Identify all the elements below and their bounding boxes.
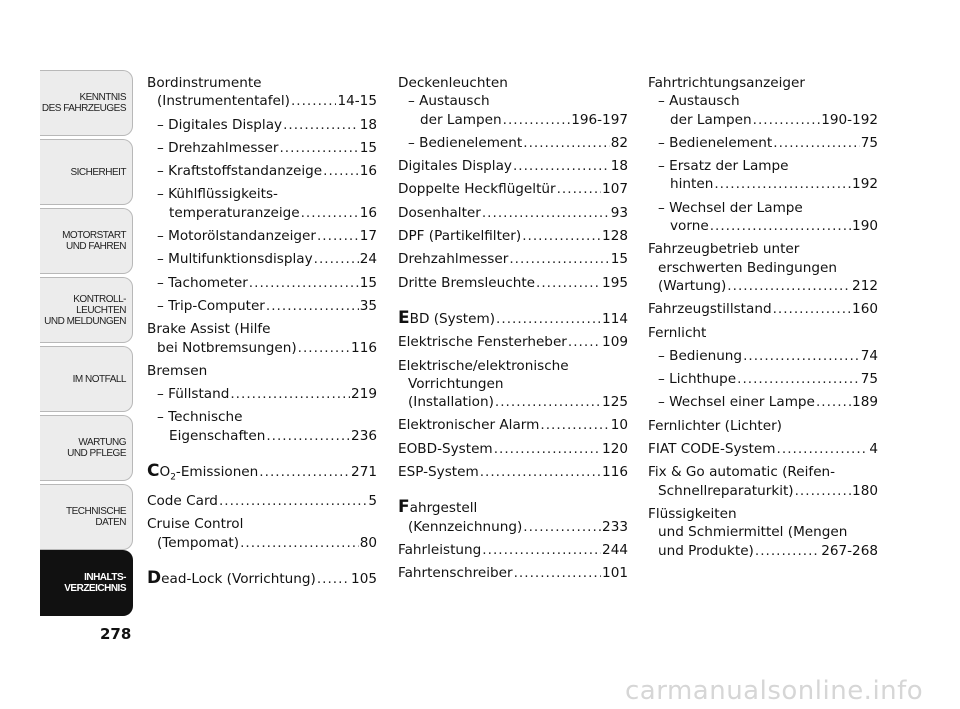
- page-ref[interactable]: 74: [860, 347, 878, 364]
- page-ref[interactable]: 116: [351, 339, 377, 356]
- tab-kenntnis[interactable]: [40, 70, 133, 136]
- entry-text: Fahrzeugstillstand: [648, 301, 772, 318]
- entry-heading: Fernlichter (Lichter): [648, 417, 782, 434]
- tab-technische-daten[interactable]: [40, 484, 133, 550]
- page-ref[interactable]: 80: [359, 534, 377, 551]
- entry-text: der Lampen: [420, 111, 502, 128]
- entry-text: – Wechsel der Lampe: [658, 199, 803, 216]
- tab-label: TECHNISCHE DATEN: [65, 506, 126, 528]
- index-column-3: [648, 74, 878, 565]
- section-letter: E: [398, 307, 410, 328]
- entry-text: – Drehzahlmesser: [157, 139, 279, 156]
- page-ref[interactable]: 125: [602, 394, 628, 411]
- tab-label: INHALTS- VERZEICHNIS: [64, 572, 126, 594]
- entry-text: ead-Lock (Vorrichtung): [161, 570, 316, 587]
- entry-text: – Austausch: [658, 93, 740, 110]
- entry-text: Vorrichtungen: [408, 375, 504, 392]
- entry-text: [147, 462, 258, 487]
- page-ref[interactable]: 116: [602, 464, 628, 481]
- entry-text: – Trip-Computer: [157, 297, 265, 314]
- entry-text: Schnellreparaturkit): [658, 482, 794, 499]
- entry-text: BD (System): [409, 310, 496, 327]
- entry-text: Doppelte Heckflügeltür: [398, 181, 556, 198]
- entry-text: -Emissionen: [175, 464, 259, 481]
- entry-heading: Cruise Control: [147, 516, 244, 533]
- page-ref[interactable]: 93: [610, 204, 628, 221]
- entry-text: – Tachometer: [157, 274, 248, 291]
- section-letter: D: [147, 567, 162, 588]
- entry-text: erschwerten Bedingungen: [658, 259, 838, 276]
- entry-text: (Installation): [408, 394, 494, 411]
- tab-label: IM NOTFALL: [72, 373, 126, 385]
- page-ref[interactable]: 236: [351, 427, 377, 444]
- index-column-1: [147, 74, 377, 593]
- entry-text: – Kraftstoffstandanzeige: [157, 163, 323, 180]
- entry-text: Dritte Bremsleuchte: [398, 274, 536, 291]
- entry-text: der Lampen: [670, 111, 752, 128]
- tab-sicherheit[interactable]: [40, 139, 133, 205]
- entry-text: bei Notbremsungen): [157, 339, 297, 356]
- page-ref[interactable]: 15: [359, 274, 377, 291]
- entry-text: – Füllstand: [157, 386, 230, 403]
- entry-text: Eigenschaften: [169, 427, 266, 444]
- page-ref[interactable]: 109: [602, 334, 628, 351]
- entry-heading: Flüssigkeiten: [648, 505, 737, 522]
- page-ref[interactable]: 18: [359, 116, 377, 133]
- page-ref[interactable]: 160: [852, 301, 878, 318]
- entry-text: (Tempomat): [157, 534, 240, 551]
- page-ref[interactable]: 15: [359, 139, 377, 156]
- page-ref[interactable]: 101: [602, 565, 628, 582]
- entry-text: – Technische: [157, 409, 243, 426]
- page-ref[interactable]: 190: [852, 218, 878, 235]
- entry-text: Elektronischer Alarm: [398, 417, 540, 434]
- entry-text: und Produkte): [658, 542, 754, 559]
- page-ref[interactable]: 219: [351, 386, 377, 403]
- entry-text: (Instrumententafel): [157, 93, 290, 110]
- entry-text: EOBD-System: [398, 440, 493, 457]
- entry-heading: Deckenleuchten: [398, 75, 508, 91]
- entry-text: DPF (Partikelfilter): [398, 228, 522, 245]
- tab-label: WARTUNG UND PFLEGE: [67, 437, 126, 459]
- page-ref[interactable]: 120: [602, 440, 628, 457]
- entry-text: (Wartung): [658, 277, 727, 294]
- page-ref[interactable]: 82: [610, 134, 628, 151]
- page-ref[interactable]: 35: [359, 297, 377, 314]
- page-ref[interactable]: 196-197: [571, 111, 628, 128]
- entry-text: – Motorölstandanzeiger: [157, 228, 316, 245]
- page-ref[interactable]: 212: [852, 277, 878, 294]
- tab-inhaltsverzeichnis[interactable]: [40, 550, 133, 616]
- page-ref[interactable]: 15: [610, 251, 628, 268]
- entry-text: temperaturanzeige: [169, 204, 300, 221]
- section-letter: C: [147, 461, 160, 482]
- entry-text: – Wechsel einer Lampe: [658, 394, 815, 411]
- entry-heading: Fahrtrichtungsanzeiger: [648, 75, 805, 91]
- subscript: 2: [170, 472, 176, 483]
- page-ref[interactable]: 195: [602, 274, 628, 291]
- page-ref[interactable]: 244: [602, 541, 628, 558]
- index-entry: [147, 74, 377, 111]
- entry-text: und Schmiermittel (Mengen: [658, 524, 848, 541]
- page-ref[interactable]: 14-15: [337, 93, 377, 110]
- page-ref[interactable]: 10: [610, 417, 628, 434]
- page-number: 278: [100, 625, 132, 643]
- entry-text: – Lichthupe: [658, 371, 737, 388]
- entry-heading: Brake Assist (Hilfe: [147, 321, 271, 338]
- entry-text: Digitales Display: [398, 158, 512, 175]
- entry-heading: Bremsen: [147, 362, 208, 379]
- page-ref[interactable]: 16: [359, 163, 377, 180]
- page-ref[interactable]: 233: [602, 518, 628, 535]
- tab-wartung[interactable]: [40, 415, 133, 481]
- page-ref[interactable]: 189: [852, 394, 878, 411]
- page-ref[interactable]: 271: [351, 464, 377, 481]
- entry-text: – Bedienelement: [408, 134, 523, 151]
- entry-text: – Multifunktionsdisplay: [157, 251, 313, 268]
- entry-text: ahrgestell: [409, 500, 478, 517]
- page-ref[interactable]: 180: [852, 482, 878, 499]
- entry-text: – Ersatz der Lampe: [658, 158, 789, 175]
- page-ref[interactable]: 16: [359, 204, 377, 221]
- page-ref[interactable]: 128: [602, 228, 628, 245]
- entry-heading: Fernlicht: [648, 324, 707, 341]
- entry-text: vorne: [670, 218, 709, 235]
- tab-label: KENNTNIS DES FAHRZEUGES: [41, 92, 126, 114]
- entry-text: Code Card: [147, 493, 218, 510]
- page-ref[interactable]: 4: [869, 441, 878, 458]
- entry-heading: Fahrzeugbetrieb unter: [648, 241, 800, 258]
- entry-text: [147, 569, 316, 588]
- section-letter: F: [398, 497, 410, 518]
- tab-motorstart[interactable]: [40, 208, 133, 274]
- page-ref[interactable]: 5: [368, 493, 377, 510]
- tab-label: MOTORSTART UND FAHREN: [62, 230, 126, 252]
- tab-im-notfall[interactable]: [40, 346, 133, 412]
- page-ref[interactable]: 24: [359, 251, 377, 268]
- entry-text: O: [159, 464, 171, 481]
- entry-text: FIAT CODE-System: [648, 441, 776, 458]
- page-ref[interactable]: 190-192: [821, 111, 878, 128]
- page-ref[interactable]: 17: [359, 228, 377, 245]
- page-ref[interactable]: 75: [860, 371, 878, 388]
- tab-kontrollleuchten[interactable]: [40, 277, 133, 343]
- tab-label: KONTROLL- LEUCHTEN UND MELDUNGEN: [44, 293, 126, 327]
- entry-text: hinten: [670, 176, 714, 193]
- entry-heading: Fix & Go automatic (Reifen-: [648, 464, 836, 481]
- page-ref[interactable]: 267-268: [821, 542, 878, 559]
- entry-text: [398, 309, 495, 328]
- entry-text: – Bedienung: [658, 347, 743, 364]
- entry-text: – Bedienelement: [658, 134, 773, 151]
- page-ref[interactable]: 18: [610, 158, 628, 175]
- entry-text: ESP-System: [398, 464, 479, 481]
- entry-text: Drehzahlmesser: [398, 251, 509, 268]
- entry-text: – Digitales Display: [157, 116, 283, 133]
- entry-text: (Kennzeichnung): [408, 518, 523, 535]
- entry-heading: Elektrische/elektronische: [398, 357, 569, 374]
- tab-label: SICHERHEIT: [70, 166, 126, 178]
- page-ref[interactable]: 114: [602, 310, 628, 327]
- entry-text: Dosenhalter: [398, 204, 481, 221]
- entry-text: Fahrleistung: [398, 541, 482, 558]
- index-column-2: [398, 74, 628, 588]
- entry-text: Fahrtenschreiber: [398, 565, 513, 582]
- page-ref[interactable]: 75: [860, 134, 878, 151]
- entry-heading: [398, 498, 628, 517]
- page-ref[interactable]: 105: [351, 570, 377, 587]
- entry-text: Elektrische Fensterheber: [398, 334, 567, 351]
- entry-text: – Austausch: [408, 93, 490, 110]
- entry-heading: Bordinstrumente: [147, 75, 262, 91]
- page-ref[interactable]: 192: [852, 176, 878, 193]
- watermark: carmanualsonline.info: [625, 676, 924, 706]
- page-ref[interactable]: 107: [602, 181, 628, 198]
- entry-text: – Kühlflüssigkeits-: [157, 186, 278, 203]
